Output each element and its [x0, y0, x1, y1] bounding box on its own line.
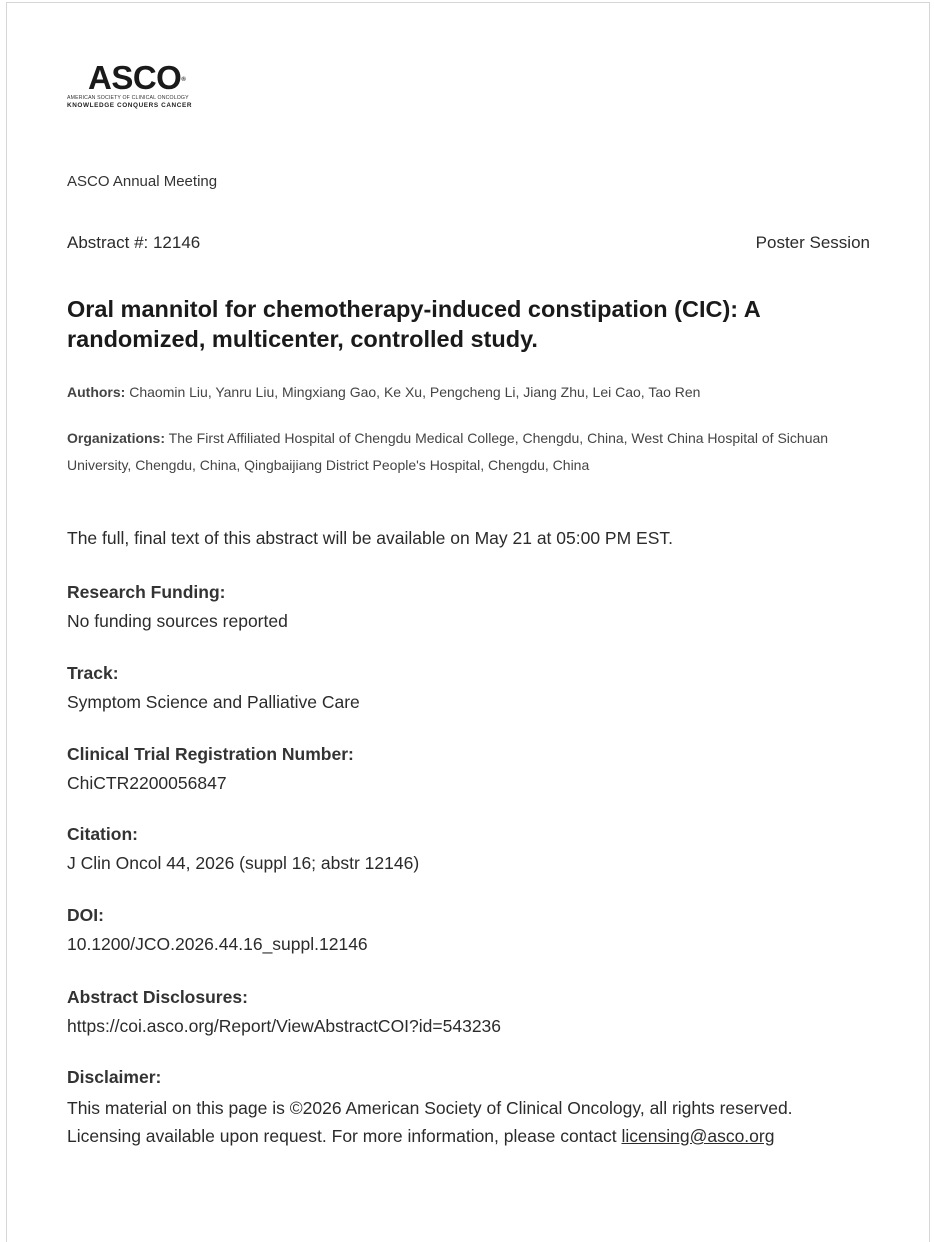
- funding-label: Research Funding:: [67, 582, 226, 602]
- disclosures-label: Abstract Disclosures:: [67, 987, 248, 1007]
- organizations-label: Organizations:: [67, 430, 166, 446]
- abstract-title: Oral mannitol for chemotherapy-induced constipation (CIC): A randomized, multicenter, controlled study.: [67, 296, 760, 352]
- asco-logo: [67, 59, 207, 109]
- funding-section: [67, 580, 867, 633]
- meeting-name: ASCO Annual Meeting: [67, 173, 218, 190]
- trial-registration-label: Clinical Trial Registration Number:: [67, 744, 354, 764]
- doi-label: DOI:: [67, 905, 104, 925]
- logo-wordmark: ASCO®: [88, 59, 186, 96]
- logo-tagline: KNOWLEDGE CONQUERS CANCER: [67, 102, 193, 109]
- availability-notice: The full, final text of this abstract will be available on May 21 at 05:00 PM EST.: [67, 528, 673, 548]
- trial-registration-value: ChiCTR2200056847: [67, 773, 227, 793]
- trial-registration-section: [67, 742, 867, 795]
- authors-value: Chaomin Liu, Yanru Liu, Mingxiang Gao, Ke Xu, Pengcheng Li, Jiang Zhu, Lei Cao, Tao Ren: [129, 384, 701, 400]
- track-label: Track:: [67, 663, 119, 683]
- session-type: Poster Session: [755, 233, 870, 252]
- doi-section: [67, 903, 867, 956]
- licensing-email-link[interactable]: licensing@asco.org: [621, 1126, 775, 1146]
- funding-value: No funding sources reported: [67, 611, 288, 631]
- abstract-number: Abstract #: 12146: [67, 233, 201, 252]
- disclaimer-section: [67, 1065, 867, 1150]
- citation-section: [67, 822, 867, 875]
- authors-label: Authors:: [67, 384, 126, 400]
- disclosures-link[interactable]: https://coi.asco.org/Report/ViewAbstractCOI?id=543236: [67, 1016, 502, 1036]
- disclaimer-line-1: This material on this page is ©2026 American Society of Clinical Oncology, all rights reserved.: [67, 1098, 793, 1118]
- disclaimer-line-2: Licensing available upon request. For more information, please contact: [67, 1126, 622, 1146]
- track-value: Symptom Science and Palliative Care: [67, 692, 360, 712]
- organizations-value: The First Affiliated Hospital of Chengdu Medical College, Chengdu, China, West China Hospital of Sichuan University, Chengdu, China, Qingbaijiang District People's Hospital, Chengdu, China: [67, 430, 829, 473]
- doi-value: 10.1200/JCO.2026.44.16_suppl.12146: [67, 934, 368, 954]
- disclosures-section: [67, 985, 867, 1038]
- disclaimer-label: Disclaimer:: [67, 1067, 162, 1087]
- authors-line: [67, 384, 700, 400]
- citation-value: J Clin Oncol 44, 2026 (suppl 16; abstr 12146): [67, 853, 420, 873]
- organizations-line: [67, 425, 857, 479]
- citation-label: Citation:: [67, 824, 138, 844]
- track-section: [67, 661, 867, 714]
- disclaimer-text: [67, 1094, 867, 1150]
- logo-subtitle: AMERICAN SOCIETY OF CLINICAL ONCOLOGY: [67, 95, 189, 101]
